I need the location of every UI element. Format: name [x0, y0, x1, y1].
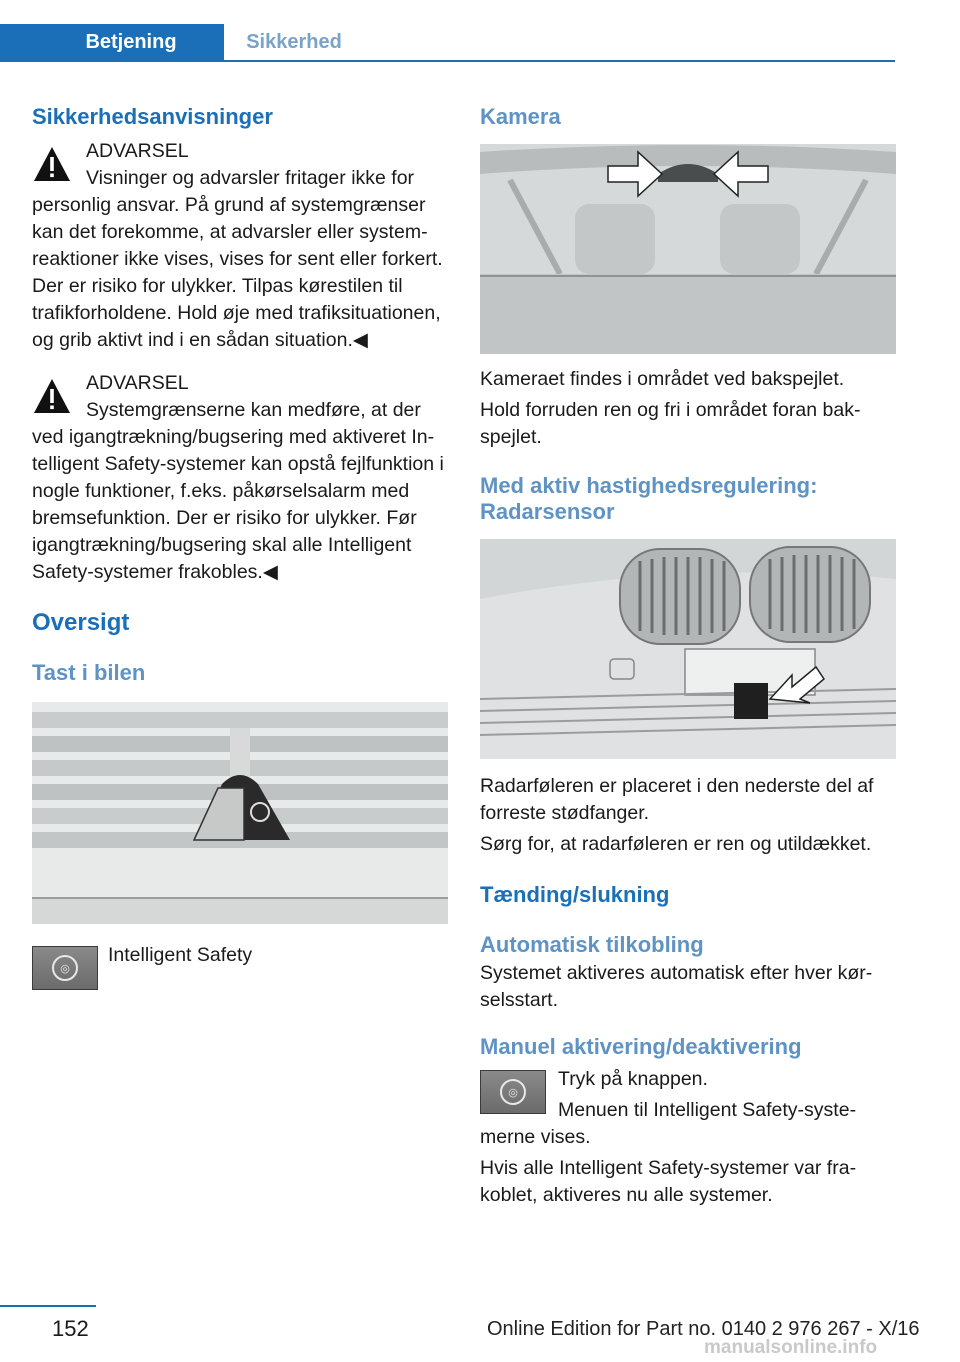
warning-title: ADVARSEL: [86, 372, 189, 394]
section-title-safety: Sikkerhedsanvisninger: [32, 104, 273, 129]
subsection-title-auto: Automatisk tilkobling: [480, 932, 704, 957]
warning-title: ADVARSEL: [86, 140, 189, 162]
warning-text: Visninger og advarsler fritager ikke for personlig ansvar. På grund af systemgrænser kan det forekomme, at advarsler eller systemreaktioner ikke vises, vises for sent eller forkert. Der er risiko for ulykker. Tilpas kørestilen til trafikforholdene. Hold øje med trafiksituationen, og grib aktivt ind i en sådan situation.◀: [32, 167, 443, 351]
warning-block-1: [32, 138, 448, 354]
section-title-onoff: Tænding/slukning: [480, 882, 670, 907]
camera-illustration: [480, 144, 896, 354]
warning-triangle-icon: [32, 376, 72, 416]
button-label: Intelligent Safety: [108, 944, 253, 966]
edition-text: Online Edition for Part no. 0140 2 976 267 - X/16: [487, 1318, 920, 1340]
tab-betjening[interactable]: Betjening: [0, 24, 224, 61]
tab-sikkerhed[interactable]: Sikkerhed: [224, 24, 364, 61]
warning-triangle-icon: [32, 144, 72, 184]
manual-paragraph-1: Tryk på knappen.: [558, 1068, 708, 1090]
section-title-camera: Kamera: [480, 104, 561, 129]
intelligent-safety-button-icon: ◎: [32, 946, 98, 990]
section-title-radar: Med aktiv hastighedsregulering: Radarsensor: [480, 473, 818, 524]
left-column: [32, 98, 448, 990]
warning-block-2: [32, 370, 448, 586]
page-number-rule: [0, 1305, 96, 1307]
intelligent-safety-button-icon: ◎: [480, 1070, 546, 1114]
subsection-title-button: Tast i bilen: [32, 660, 146, 685]
manual-paragraph-2: Menuen til Intelligent Safety-systemerne vises.: [480, 1099, 857, 1148]
page-number: 152: [52, 1316, 89, 1341]
manual-block: [480, 1066, 896, 1209]
section-title-overview: Oversigt: [32, 609, 130, 636]
button-legend: [32, 946, 448, 990]
auto-paragraph: Systemet aktiveres automatisk efter hver kørselsstart.: [480, 962, 873, 1011]
watermark: manualsonline.info: [704, 1337, 878, 1358]
camera-paragraph-2: Hold forruden ren og fri i området foran bakspejlet.: [480, 399, 861, 448]
camera-paragraph-1: Kameraet findes i området ved bakspejlet.: [480, 368, 845, 390]
warning-text: Systemgrænserne kan medføre, at der ved igangtrækning/bugsering med aktiveret Intelligent Safety-systemer kan opstå fejlfunktion i nogle funktioner, f.eks. påkørselsalarm med bremsefunktion. Der er risiko for ulykker. Før igangtrækning/bugsering skal alle Intelligent Safety-systemer frakobles.◀: [32, 399, 444, 583]
header-rule: [0, 60, 895, 62]
radar-sensor-illustration: [480, 539, 896, 759]
manual-paragraph-3: Hvis alle Intelligent Safety-systemer var frakoblet, aktiveres nu alle systemer.: [480, 1157, 857, 1206]
radar-paragraph-2: Sørg for, at radarføleren er ren og utildækket.: [480, 833, 872, 855]
right-column: [480, 98, 896, 1209]
subsection-title-manual: Manuel aktivering/deaktivering: [480, 1034, 802, 1059]
car-button-illustration: [32, 702, 448, 924]
radar-paragraph-1: Radarføleren er placeret i den nederste del af forreste stødfanger.: [480, 775, 874, 824]
